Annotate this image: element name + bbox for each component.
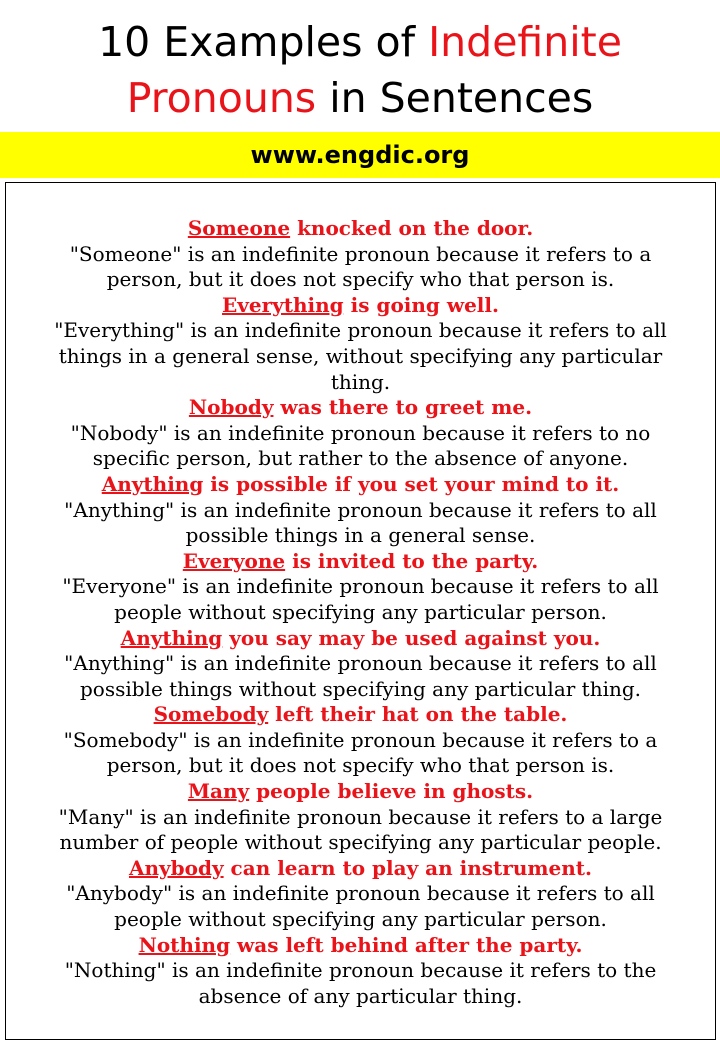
examples-box — [5, 182, 716, 1040]
example-explanation: "Nobody" is an indefinite pronoun because it refers to no specific person, but rather to the absence of anyone. — [70, 420, 651, 471]
example-explanation: "Someone" is an indefinite pronoun because it refers to a person, but it does not specify who that person is. — [69, 241, 652, 292]
sentence-rest: was there to greet me. — [273, 395, 533, 420]
pronoun-word: Anybody — [128, 855, 224, 880]
example-sentence — [6, 395, 715, 421]
example-sentence — [6, 549, 715, 575]
page-title — [0, 14, 720, 126]
example-explanation: "Many" is an indefinite pronoun because it refers to a large number of people without specifying any particular people. — [58, 804, 663, 855]
example-item — [6, 216, 715, 293]
title-line-1 — [0, 14, 720, 70]
sentence-rest: knocked on the door. — [290, 216, 534, 240]
pronoun-word: Somebody — [153, 702, 269, 727]
sentence-rest: is going well. — [343, 292, 499, 317]
pronoun-word: Everyone — [182, 548, 286, 573]
example-explanation: "Nothing" is an indefinite pronoun because it refers to the absence of any particular thing. — [64, 958, 657, 1008]
sentence-rest: was left behind after the party. — [230, 932, 583, 957]
example-sentence — [6, 702, 715, 728]
example-item — [6, 933, 715, 1010]
pronoun-word: Anything — [120, 625, 223, 650]
example-item — [6, 472, 715, 549]
example-item — [6, 702, 715, 779]
example-item — [6, 549, 715, 626]
examples-list — [6, 216, 715, 1009]
pronoun-word: Someone — [187, 216, 291, 240]
example-sentence — [6, 779, 715, 805]
example-explanation: "Everything" is an indefinite pronoun because it refers to all things in a general sense, without specifying any particular thing. — [54, 318, 667, 394]
sentence-rest: is invited to the party. — [285, 548, 539, 573]
example-sentence — [6, 856, 715, 882]
example-explanation: "Anything" is an indefinite pronoun because it refers to all possible things in a general sense. — [64, 497, 657, 548]
pronoun-word: Nobody — [188, 395, 274, 420]
pronoun-word: Nothing — [138, 932, 231, 957]
example-item — [6, 856, 715, 933]
pronoun-word: Everything — [222, 292, 344, 317]
sentence-rest: is possible if you set your mind to it. — [203, 471, 620, 496]
pronoun-word: Anything — [101, 471, 204, 496]
title-line-2 — [0, 70, 720, 126]
example-sentence — [6, 293, 715, 319]
example-explanation: "Everyone" is an indefinite pronoun because it refers to all people without specifying any particular person. — [62, 574, 659, 624]
example-sentence — [6, 933, 715, 959]
example-sentence — [6, 216, 715, 242]
title-highlight: Pronouns — [126, 74, 317, 122]
example-sentence — [6, 472, 715, 498]
example-explanation: "Somebody" is an indefinite pronoun because it refers to a person, but it does not specify who that person is. — [63, 727, 658, 778]
example-item — [6, 779, 715, 856]
pronoun-word: Many — [187, 779, 250, 804]
example-item — [6, 293, 715, 395]
sentence-rest: can learn to play an instrument. — [223, 855, 592, 880]
sentence-rest: you say may be used against you. — [222, 625, 601, 650]
title-text: in Sentences — [316, 74, 594, 122]
example-item — [6, 395, 715, 472]
sentence-rest: people believe in ghosts. — [249, 779, 534, 804]
sentence-rest: left their hat on the table. — [268, 702, 568, 727]
example-sentence — [6, 626, 715, 652]
website-banner — [0, 132, 720, 178]
example-item — [6, 626, 715, 703]
title-highlight: Indefinite — [428, 18, 622, 66]
website-url: www.engdic.org — [250, 141, 470, 169]
example-explanation: "Anything" is an indefinite pronoun because it refers to all possible things without specifying any particular thing. — [64, 651, 657, 701]
title-text: 10 Examples of — [98, 18, 429, 66]
example-explanation: "Anybody" is an indefinite pronoun because it refers to all people without specifying any particular person. — [66, 881, 655, 932]
